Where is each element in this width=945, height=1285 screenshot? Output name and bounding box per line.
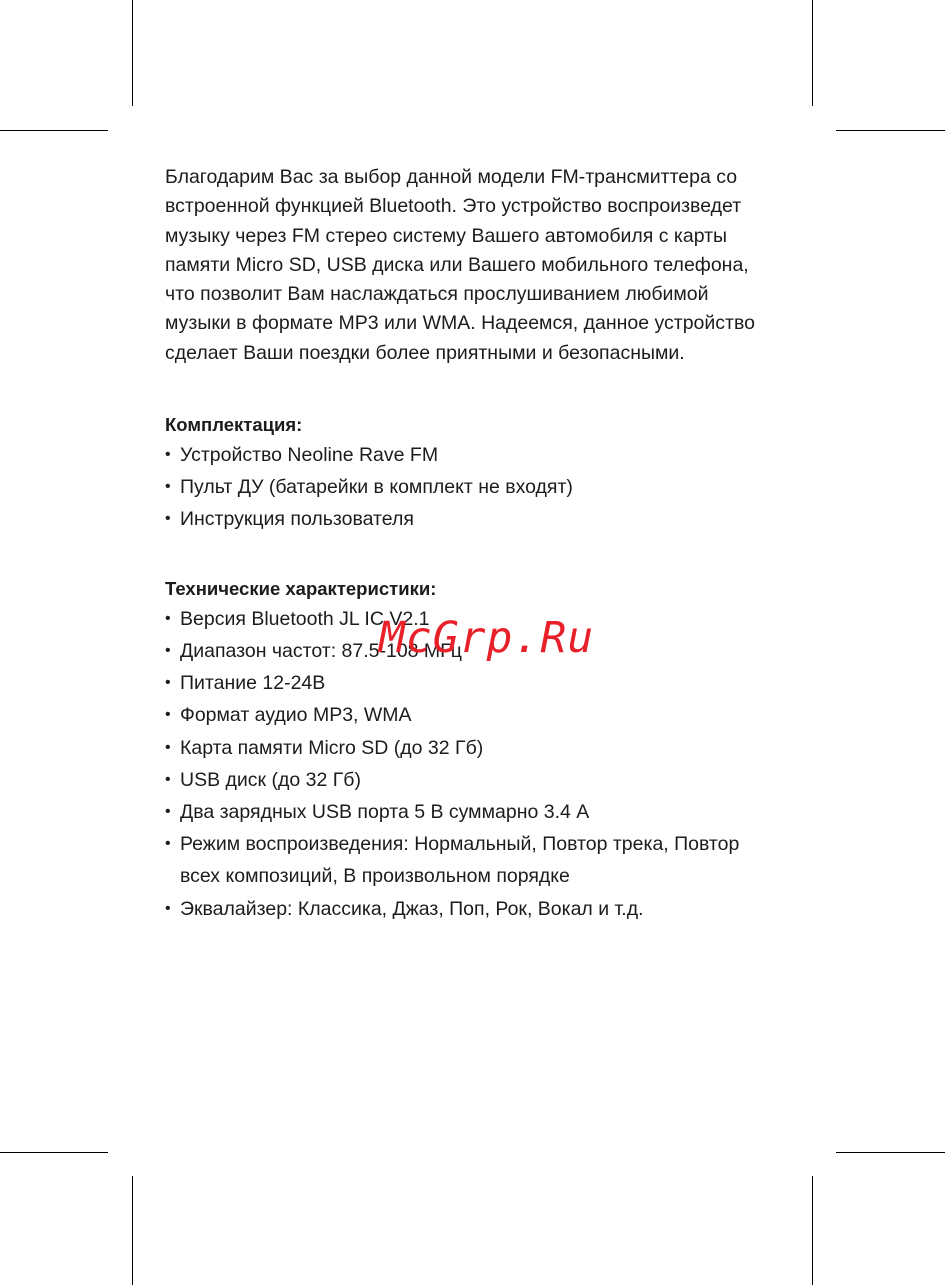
bullet-icon: • [165,802,171,820]
intro-line: сделает Ваши поездки более приятными и безопасными. [165,341,685,364]
bullet-icon: • [165,706,171,724]
specs-section-title: Технические характеристики: [165,577,437,599]
crop-mark-bottom-right-vertical [812,1176,813,1285]
intro-paragraph [165,163,795,368]
list-item: • USB диск (до 32 Гб) [165,764,795,796]
bullet-icon: • [165,446,171,464]
list-item: • Карта памяти Micro SD (до 32 Гб) [165,732,795,764]
list-item: • Пульт ДУ (батарейки в комплект не входят) [165,471,795,503]
bullet-icon: • [165,738,171,756]
list-item: • Режим воспроизведения: Нормальный, Повтор трека, Повтор всех композиций, В произвольном порядке [165,828,795,892]
crop-mark-bottom-right-horizontal [836,1152,945,1153]
intro-line: что позволит Вам наслаждаться прослушиванием любимой [165,283,709,306]
bullet-icon: • [165,609,171,627]
intro-line: музыку через FM стерео систему Вашего автомобиля с карты [165,224,728,247]
crop-mark-top-right-vertical [812,0,813,106]
list-item: • Эквалайзер: Классика, Джаз, Поп, Рок, Вокал и т.д. [165,893,795,925]
kit-list [165,439,795,536]
list-item: • Формат аудио MP3, WMA [165,699,795,731]
bullet-icon: • [165,899,171,917]
bullet-icon: • [165,674,171,692]
crop-mark-bottom-left-horizontal [0,1152,108,1153]
intro-line: памяти Micro SD, USB диска или Вашего мобильного телефона, [165,253,749,276]
kit-section-title: Комплектация: [165,414,303,436]
bullet-icon: • [165,641,171,659]
crop-mark-top-left-vertical [132,0,133,106]
list-item-continuation: всех композиций, В произвольном порядке [180,865,570,888]
bullet-icon: • [165,510,171,528]
intro-line: музыки в формате MP3 или WMA. Надеемся, данное устройство [165,312,755,335]
watermark-logo: McGrp.Ru [379,613,595,663]
bullet-icon: • [165,478,171,496]
document-content [165,163,795,925]
list-item: • Питание 12-24В [165,667,795,699]
list-item: • Инструкция пользователя [165,503,795,535]
bullet-icon: • [165,835,171,853]
intro-line: Благодарим Вас за выбор данной модели FM-трансмиттера со [165,166,738,188]
bullet-icon: • [165,770,171,788]
crop-mark-bottom-left-vertical [132,1176,133,1285]
list-item: • Диапазон частот: 87.5-108 МГц [165,635,795,667]
crop-mark-top-right-horizontal [836,130,945,131]
list-item: • Устройство Neoline Rave FM [165,439,795,471]
list-item: • Версия Bluetooth JL IC V2.1 [165,603,795,635]
intro-line: встроенной функцией Bluetooth. Это устройство воспроизведет [165,195,742,218]
list-item: • Два зарядных USB порта 5 В суммарно 3.4 А [165,796,795,828]
crop-mark-top-left-horizontal [0,130,108,131]
